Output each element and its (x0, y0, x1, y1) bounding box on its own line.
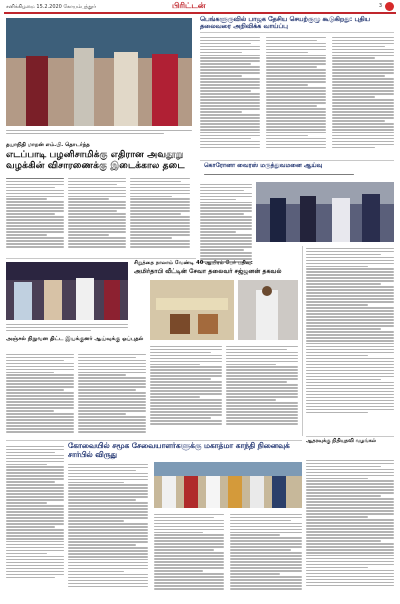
text-column (306, 458, 394, 600)
text-column (306, 246, 394, 434)
top-photo (6, 18, 192, 126)
text-column (226, 344, 298, 434)
logo-icon (385, 2, 394, 11)
left-mid-headline: அஞ்சல் நிறுவன திட்ட இயக்குனர் ஆய்வுக்கு ஒப்புதல் (6, 336, 144, 342)
left-mid-caption (6, 322, 128, 336)
newspaper-brand: பிரிட்டன் (172, 1, 206, 10)
text-column (6, 352, 74, 440)
divider (200, 160, 394, 161)
text-column (200, 182, 252, 272)
center-photo (150, 280, 234, 340)
text-column (6, 444, 64, 600)
text-column (68, 176, 126, 256)
divider (6, 258, 196, 259)
page-number: 3 (378, 3, 382, 9)
text-column (68, 462, 148, 600)
text-column (154, 512, 224, 600)
bottom-photo (154, 462, 302, 508)
top-right-headline: பெங்களூருவில் பாஜக தேசிய செயற்குழு கூடுகிறது: புதிய தலைவரை அறிவிக்க வாய்ப்பு (200, 15, 371, 31)
text-column (150, 344, 222, 434)
bottom-right-headline: ஆதரவுக்கு நிதியுதவி வழங்கல் (306, 438, 377, 444)
text-column (200, 35, 260, 157)
center-headline-kicker: சிறுத்தை நாலாம் வேண்டி 40 ஆயிரம் பேர் பதிவு: (134, 260, 253, 266)
text-column (78, 352, 146, 440)
bottom-headline: கோவையில் சமூக சேவையாளர்களுக்கு மகாத்மா காந்தி நினைவுக் சார்பில் விருது (68, 441, 290, 459)
left-mid-photo (6, 262, 128, 320)
divider (306, 436, 394, 437)
mid-right-subhead (204, 172, 392, 178)
text-column (266, 35, 326, 157)
text-column (230, 512, 302, 600)
top-photo-caption (6, 128, 192, 138)
center-right-photo (238, 280, 298, 340)
mid-right-headline: கொரோனா வைரஸ் மருத்துவமனை ஆய்வு (204, 162, 323, 169)
date-line: சனிக்கிழமை 15.2.2020 கோயம்புத்தூர் (6, 4, 96, 10)
text-column (130, 176, 190, 256)
lead-headline-kicker: தயாநிதி மாறன் எம்.பி. தொடர்ந்த (6, 142, 90, 148)
mid-right-photo (256, 182, 394, 242)
center-headline: அமிர்தாபி வீட்டின் சேவா தலைவர் சஜ்ஜனன் தகவல் (134, 268, 282, 275)
masthead-rule (4, 12, 396, 14)
text-column (332, 35, 394, 157)
lead-headline: எடப்பாடி பழனிசாமிக்கு எதிரான அவதூறு வழக்கின் விசாரணைக்கு இடைக்கால தடை (6, 149, 185, 171)
divider (200, 32, 394, 33)
text-column (6, 176, 64, 256)
divider (302, 246, 303, 436)
